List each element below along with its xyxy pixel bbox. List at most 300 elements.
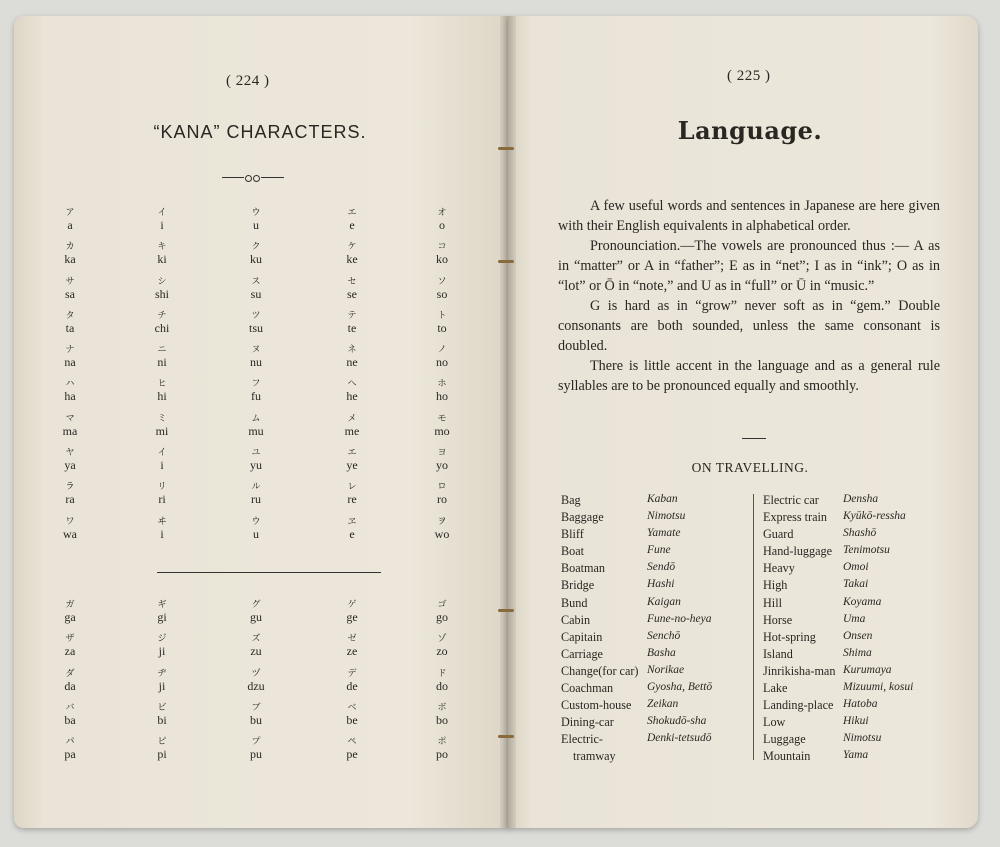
kana-glyph: ロ (437, 482, 447, 493)
kana-romaji: a (67, 218, 73, 232)
vocab-japanese: Senchō (647, 629, 681, 642)
vocab-english: Island (763, 646, 793, 661)
kana-cell (322, 737, 382, 761)
kana-cell (40, 311, 100, 335)
kana-glyph: ナ (65, 345, 75, 356)
kana-cell (226, 482, 286, 506)
kana-cell (322, 448, 382, 472)
vocab-english: Hand-luggage (763, 544, 833, 559)
kana-glyph: ズ (251, 634, 261, 645)
vocab-japanese: Basha (647, 646, 676, 659)
kana-romaji: bi (157, 712, 167, 727)
kana-romaji: da (64, 678, 76, 693)
vocab-japanese: Densha (843, 493, 879, 505)
binding-stitch (498, 609, 514, 612)
kana-romaji: ye (346, 458, 358, 473)
kana-cell (226, 208, 286, 232)
kana-glyph: ヱ (347, 516, 357, 527)
kana-cell (226, 669, 286, 693)
kana-glyph: ム (251, 413, 261, 424)
kana-cell (132, 379, 192, 403)
kana-romaji: mi (155, 423, 169, 438)
kana-cell (132, 703, 192, 727)
kana-glyph: ヒ (157, 379, 167, 390)
page-number-right: ( 225 ) (727, 68, 771, 84)
kana-romaji: ta (65, 320, 75, 335)
vocab-japanese: Zeikan (647, 698, 679, 711)
kana-glyph: ネ (347, 345, 357, 356)
kana-cell (322, 634, 382, 658)
kana-cell (322, 208, 382, 232)
kana-romaji: he (346, 389, 358, 404)
vocab-english: Heavy (763, 561, 795, 576)
kana-glyph: メ (347, 413, 357, 424)
kana-glyph: イ (157, 208, 167, 218)
kana-glyph: チ (157, 310, 167, 321)
vocab-japanese: Onsen (843, 629, 873, 642)
kana-glyph: ゼ (347, 634, 357, 645)
kana-cell (226, 703, 286, 727)
kana-romaji: ya (64, 458, 76, 473)
vocab-japanese: Shokudō-sha (647, 715, 707, 728)
kana-glyph: テ (347, 310, 357, 321)
kana-romaji: ra (65, 492, 75, 507)
kana-glyph: ゴ (437, 600, 447, 610)
kana-romaji: u (253, 218, 259, 232)
kana-row (40, 414, 480, 448)
kana-romaji: i (160, 218, 164, 232)
kana-cell (412, 242, 472, 266)
kana-glyph: ガ (65, 600, 75, 610)
kana-glyph: ハ (65, 379, 75, 390)
kana-cell (412, 482, 472, 506)
kana-glyph: ボ (437, 702, 447, 713)
vocab-japanese: Sendō (647, 561, 676, 574)
kana-cell (412, 448, 472, 472)
kana-romaji: i (160, 458, 164, 473)
kana-cell (132, 345, 192, 369)
kana-glyph: ニ (157, 345, 167, 356)
kana-romaji: ki (157, 252, 167, 267)
vocab-english: tramway (573, 749, 616, 764)
vocab-japanese: Kyūkō-ressha (843, 510, 906, 523)
kana-glyph: リ (157, 482, 167, 493)
kana-glyph: ペ (347, 737, 357, 748)
kana-glyph: セ (347, 276, 357, 287)
kana-cell (40, 669, 100, 693)
kana-cell (226, 634, 286, 658)
kana-cell (226, 311, 286, 335)
vocab-japanese: Norikae (647, 663, 685, 676)
vocab-english: Landing-place (763, 698, 834, 713)
kana-glyph: ヤ (65, 448, 75, 459)
kana-romaji: pi (157, 747, 167, 762)
kana-romaji: pe (346, 747, 358, 762)
vocab-english: Change(for car) (561, 663, 639, 678)
kana-cell (226, 737, 286, 761)
kana-cell (132, 448, 192, 472)
kana-cell (322, 379, 382, 403)
kana-row (40, 345, 480, 379)
vocab-japanese: Fune (647, 544, 671, 557)
vocab-english: Bliff (561, 527, 584, 542)
ornament-divider (222, 175, 284, 181)
travelling-heading: ON TRAVELLING. (691, 460, 809, 475)
kana-glyph: ド (437, 668, 447, 679)
kana-romaji: dzu (247, 678, 265, 693)
kana-glyph: ザ (65, 634, 75, 645)
kana-cell (226, 345, 286, 369)
kana-romaji: ru (251, 492, 261, 507)
vocab-english: Coachman (561, 681, 614, 696)
kana-cell (226, 277, 286, 301)
kana-glyph: ケ (347, 242, 357, 253)
vocab-english: Lake (763, 681, 788, 696)
kana-romaji: ni (157, 355, 167, 370)
kana-glyph: グ (251, 600, 261, 610)
binding-stitch (498, 260, 514, 263)
kana-glyph: サ (65, 276, 75, 287)
kana-cell (322, 414, 382, 438)
kana-cell (412, 669, 472, 693)
vocab-english: Carriage (561, 646, 603, 661)
kana-cell (132, 737, 192, 761)
kana-glyph: キ (157, 242, 167, 253)
intro-paragraph: There is little accent in the language and as a general rule syllables are to be pronounced equally and smoothly. (558, 358, 940, 394)
vocab-japanese: Koyama (843, 595, 882, 608)
kana-romaji: te (347, 320, 357, 335)
vocab-japanese: Hatoba (843, 698, 878, 711)
kana-romaji: ba (64, 712, 76, 727)
vocab-english: Horse (763, 612, 793, 627)
vocab-english: Baggage (561, 510, 604, 525)
kana-cell (412, 703, 472, 727)
kana-romaji: to (437, 320, 447, 335)
kana-glyph: ル (251, 482, 261, 493)
kana-romaji: gi (157, 610, 167, 624)
kana-cell (322, 345, 382, 369)
kana-glyph: オ (437, 208, 447, 218)
vocab-english: Luggage (763, 732, 806, 747)
kana-glyph: タ (65, 310, 75, 321)
kana-glyph: ヌ (251, 345, 261, 356)
kana-romaji: ha (64, 389, 76, 404)
intro-paragraph: G is hard as in “grow” never soft as in “gem.” Double consonants are both sounded, unless the same consonant is doubled. (558, 298, 940, 354)
kana-cell (132, 277, 192, 301)
kana-romaji: ro (437, 492, 447, 507)
kana-row (40, 208, 480, 242)
kana-romaji: ga (64, 610, 76, 624)
kana-glyph: モ (437, 413, 447, 424)
kana-glyph: コ (437, 242, 447, 253)
kana-cell (40, 242, 100, 266)
kana-cell (412, 345, 472, 369)
vocab-japanese: Hikui (843, 715, 869, 728)
kana-cell (132, 517, 192, 541)
kana-glyph: ギ (157, 600, 167, 610)
kana-row (40, 634, 480, 668)
kana-cell (132, 634, 192, 658)
kana-cell (132, 669, 192, 693)
kana-cell (132, 311, 192, 335)
kana-romaji: o (439, 218, 445, 232)
kana-glyph: ツ (251, 310, 261, 321)
kana-romaji: u (253, 526, 259, 541)
kana-glyph: ヲ (437, 516, 447, 527)
kana-romaji: ji (158, 644, 166, 659)
vocab-english: Electric car (763, 493, 819, 507)
kana-glyph: ブ (251, 702, 261, 713)
kana-romaji: za (64, 644, 76, 659)
vocab-english: Mountain (763, 749, 811, 764)
vocab-japanese: Omoi (843, 561, 869, 574)
kana-table-voiced (40, 600, 480, 771)
vocab-english: Custom-house (561, 698, 632, 713)
kana-cell (132, 482, 192, 506)
vocab-japanese: Mizuumi, kosui (843, 681, 914, 694)
kana-romaji: bu (250, 712, 262, 727)
kana-cell (226, 448, 286, 472)
kana-cell (412, 737, 472, 761)
kana-glyph: ヘ (347, 379, 357, 390)
kana-title: “KANA” CHARACTERS. (153, 122, 367, 142)
kana-glyph: ソ (437, 276, 447, 287)
kana-romaji: ka (64, 252, 76, 267)
kana-romaji: wo (434, 526, 450, 541)
kana-glyph: ユ (251, 448, 261, 459)
kana-glyph: ラ (65, 482, 75, 493)
kana-glyph: ベ (347, 702, 357, 713)
kana-cell (322, 482, 382, 506)
kana-table-basic (40, 208, 480, 551)
kana-glyph: ヅ (251, 668, 261, 679)
kana-glyph: シ (157, 276, 167, 287)
kana-cell (40, 379, 100, 403)
kana-romaji: nu (250, 355, 262, 370)
vocab-japanese: Shima (843, 646, 872, 659)
vocab-japanese: Yamate (647, 527, 681, 540)
intro-paragraph: Pronounciation.—The vowels are pronounced thus :— A as in “matter” or A in “father”; E as in “net”; I as in “ink”; O as in “lot” or Ō in “note,” and U as in “full” or Ū in “music.” (558, 238, 940, 294)
kana-glyph: ヰ (157, 516, 167, 527)
kana-row (40, 448, 480, 482)
vocab-japanese: Yama (843, 749, 869, 762)
kana-row (40, 242, 480, 276)
kana-glyph: ポ (437, 737, 447, 748)
vocab-english: Low (763, 715, 786, 730)
section-rule (742, 438, 766, 439)
kana-cell (40, 448, 100, 472)
kana-glyph: ミ (157, 413, 167, 424)
kana-cell (226, 414, 286, 438)
vocab-english: Hot-spring (763, 629, 816, 644)
kana-romaji: i (160, 526, 164, 541)
kana-romaji: pu (250, 747, 262, 762)
kana-romaji: go (436, 610, 448, 624)
vocab-english: Hill (763, 595, 782, 610)
kana-romaji: ku (250, 252, 262, 267)
kana-glyph: デ (347, 668, 357, 679)
kana-romaji: ze (346, 644, 358, 659)
kana-romaji: ge (346, 610, 358, 624)
kana-divider (157, 572, 381, 573)
vocab-japanese: Hashi (647, 578, 675, 591)
kana-glyph: レ (347, 482, 357, 493)
kana-romaji: ri (158, 492, 166, 507)
kana-cell (132, 242, 192, 266)
kana-glyph: イ (157, 448, 167, 459)
kana-cell (412, 311, 472, 335)
vocab-japanese: Nimotsu (843, 732, 882, 745)
kana-cell (40, 703, 100, 727)
kana-glyph: ホ (437, 379, 447, 390)
kana-glyph: ジ (157, 634, 167, 645)
vocab-english: Bag (561, 493, 581, 507)
kana-romaji: mu (248, 423, 264, 438)
vocab-english: Bund (561, 595, 588, 610)
kana-glyph: ア (65, 208, 75, 218)
kana-romaji: ne (346, 355, 358, 370)
kana-romaji: gu (250, 610, 262, 624)
kana-romaji: bo (436, 712, 448, 727)
kana-romaji: e (349, 218, 355, 232)
kana-glyph: マ (65, 413, 75, 424)
kana-row (40, 482, 480, 516)
kana-romaji: po (436, 747, 448, 762)
kana-romaji: ma (62, 423, 78, 438)
kana-romaji: se (347, 286, 357, 301)
kana-romaji: chi (154, 320, 170, 335)
kana-glyph: パ (65, 737, 75, 748)
kana-glyph: ピ (157, 737, 167, 748)
kana-cell (40, 208, 100, 232)
kana-cell (322, 703, 382, 727)
kana-romaji: de (346, 678, 358, 693)
kana-glyph: ヂ (157, 668, 167, 679)
kana-cell (412, 414, 472, 438)
kana-glyph: ゲ (347, 600, 357, 610)
kana-glyph: ト (437, 310, 447, 321)
kana-romaji: yo (436, 458, 448, 473)
vocab-japanese: Fune-no-heya (647, 612, 712, 625)
kana-cell (40, 277, 100, 301)
kana-romaji: pa (64, 747, 76, 762)
vocab-japanese: Tenimotsu (843, 544, 890, 557)
vocab-japanese: Denki-tetsudō (647, 732, 712, 745)
vocab-japanese: Uma (843, 612, 866, 625)
kana-romaji: hi (157, 389, 167, 404)
language-title: Language. (677, 116, 823, 145)
kana-cell (40, 482, 100, 506)
kana-cell (322, 311, 382, 335)
kana-row (40, 311, 480, 345)
kana-romaji: do (436, 678, 448, 693)
kana-glyph: エ (347, 208, 357, 218)
vocab-english: Express train (763, 510, 827, 525)
kana-glyph: ウ (251, 516, 261, 527)
kana-romaji: zu (250, 644, 262, 659)
kana-row (40, 737, 480, 771)
kana-glyph: ダ (65, 668, 75, 679)
vocab-english: Electric- (561, 732, 603, 747)
kana-romaji: yu (250, 458, 262, 473)
kana-glyph: バ (65, 702, 75, 713)
kana-romaji: zo (436, 644, 448, 659)
kana-romaji: me (344, 423, 360, 438)
kana-romaji: so (436, 286, 448, 301)
vocab-english: Boatman (561, 561, 606, 576)
vocab-japanese: Takai (843, 578, 869, 591)
kana-romaji: wa (63, 526, 77, 541)
kana-cell (322, 242, 382, 266)
kana-glyph: ヨ (437, 448, 447, 459)
kana-cell (226, 242, 286, 266)
vocab-japanese: Kurumaya (843, 663, 892, 676)
kana-cell (412, 379, 472, 403)
kana-cell (226, 517, 286, 541)
vocab-divider (753, 494, 754, 760)
kana-row (40, 600, 480, 634)
kana-romaji: shi (154, 286, 169, 301)
kana-cell (132, 600, 192, 624)
vocab-english: Bridge (561, 578, 595, 593)
kana-cell (132, 414, 192, 438)
kana-row (40, 703, 480, 737)
vocab-japanese: Shashō (843, 527, 877, 540)
kana-romaji: na (64, 355, 76, 370)
kana-cell (412, 208, 472, 232)
book-gutter (500, 16, 516, 828)
vocab-english: Guard (763, 527, 794, 542)
kana-glyph: エ (347, 448, 357, 459)
kana-romaji: mo (434, 423, 450, 438)
kana-row (40, 517, 480, 551)
kana-glyph: ビ (157, 702, 167, 713)
kana-cell (322, 669, 382, 693)
kana-cell (40, 345, 100, 369)
kana-romaji: ji (158, 678, 166, 693)
kana-row (40, 379, 480, 413)
kana-cell (40, 414, 100, 438)
intro-text (558, 196, 940, 396)
kana-cell (40, 737, 100, 761)
binding-stitch (498, 147, 514, 150)
kana-cell (412, 277, 472, 301)
kana-romaji: fu (251, 389, 261, 404)
vocab-english: Cabin (561, 612, 591, 627)
kana-romaji: ho (436, 389, 448, 404)
vocab-english: High (763, 578, 788, 593)
vocab-english: Boat (561, 544, 585, 559)
kana-cell (412, 634, 472, 658)
kana-row (40, 277, 480, 311)
kana-cell (132, 208, 192, 232)
kana-romaji: ke (346, 252, 358, 267)
kana-romaji: re (347, 492, 357, 507)
kana-glyph: ク (251, 242, 261, 253)
kana-romaji: e (349, 526, 355, 541)
kana-row (40, 669, 480, 703)
intro-paragraph: A few useful words and sentences in Japanese are here given with their English equivalents in alphabetical order. (558, 198, 940, 234)
kana-cell (40, 600, 100, 624)
vocab-japanese: Nimotsu (647, 510, 686, 523)
kana-cell (322, 600, 382, 624)
page-number-left: ( 224 ) (226, 73, 270, 89)
kana-cell (412, 600, 472, 624)
kana-cell (40, 634, 100, 658)
kana-romaji: no (436, 355, 448, 370)
kana-glyph: ス (251, 276, 261, 287)
vocab-japanese: Kaigan (647, 595, 681, 608)
